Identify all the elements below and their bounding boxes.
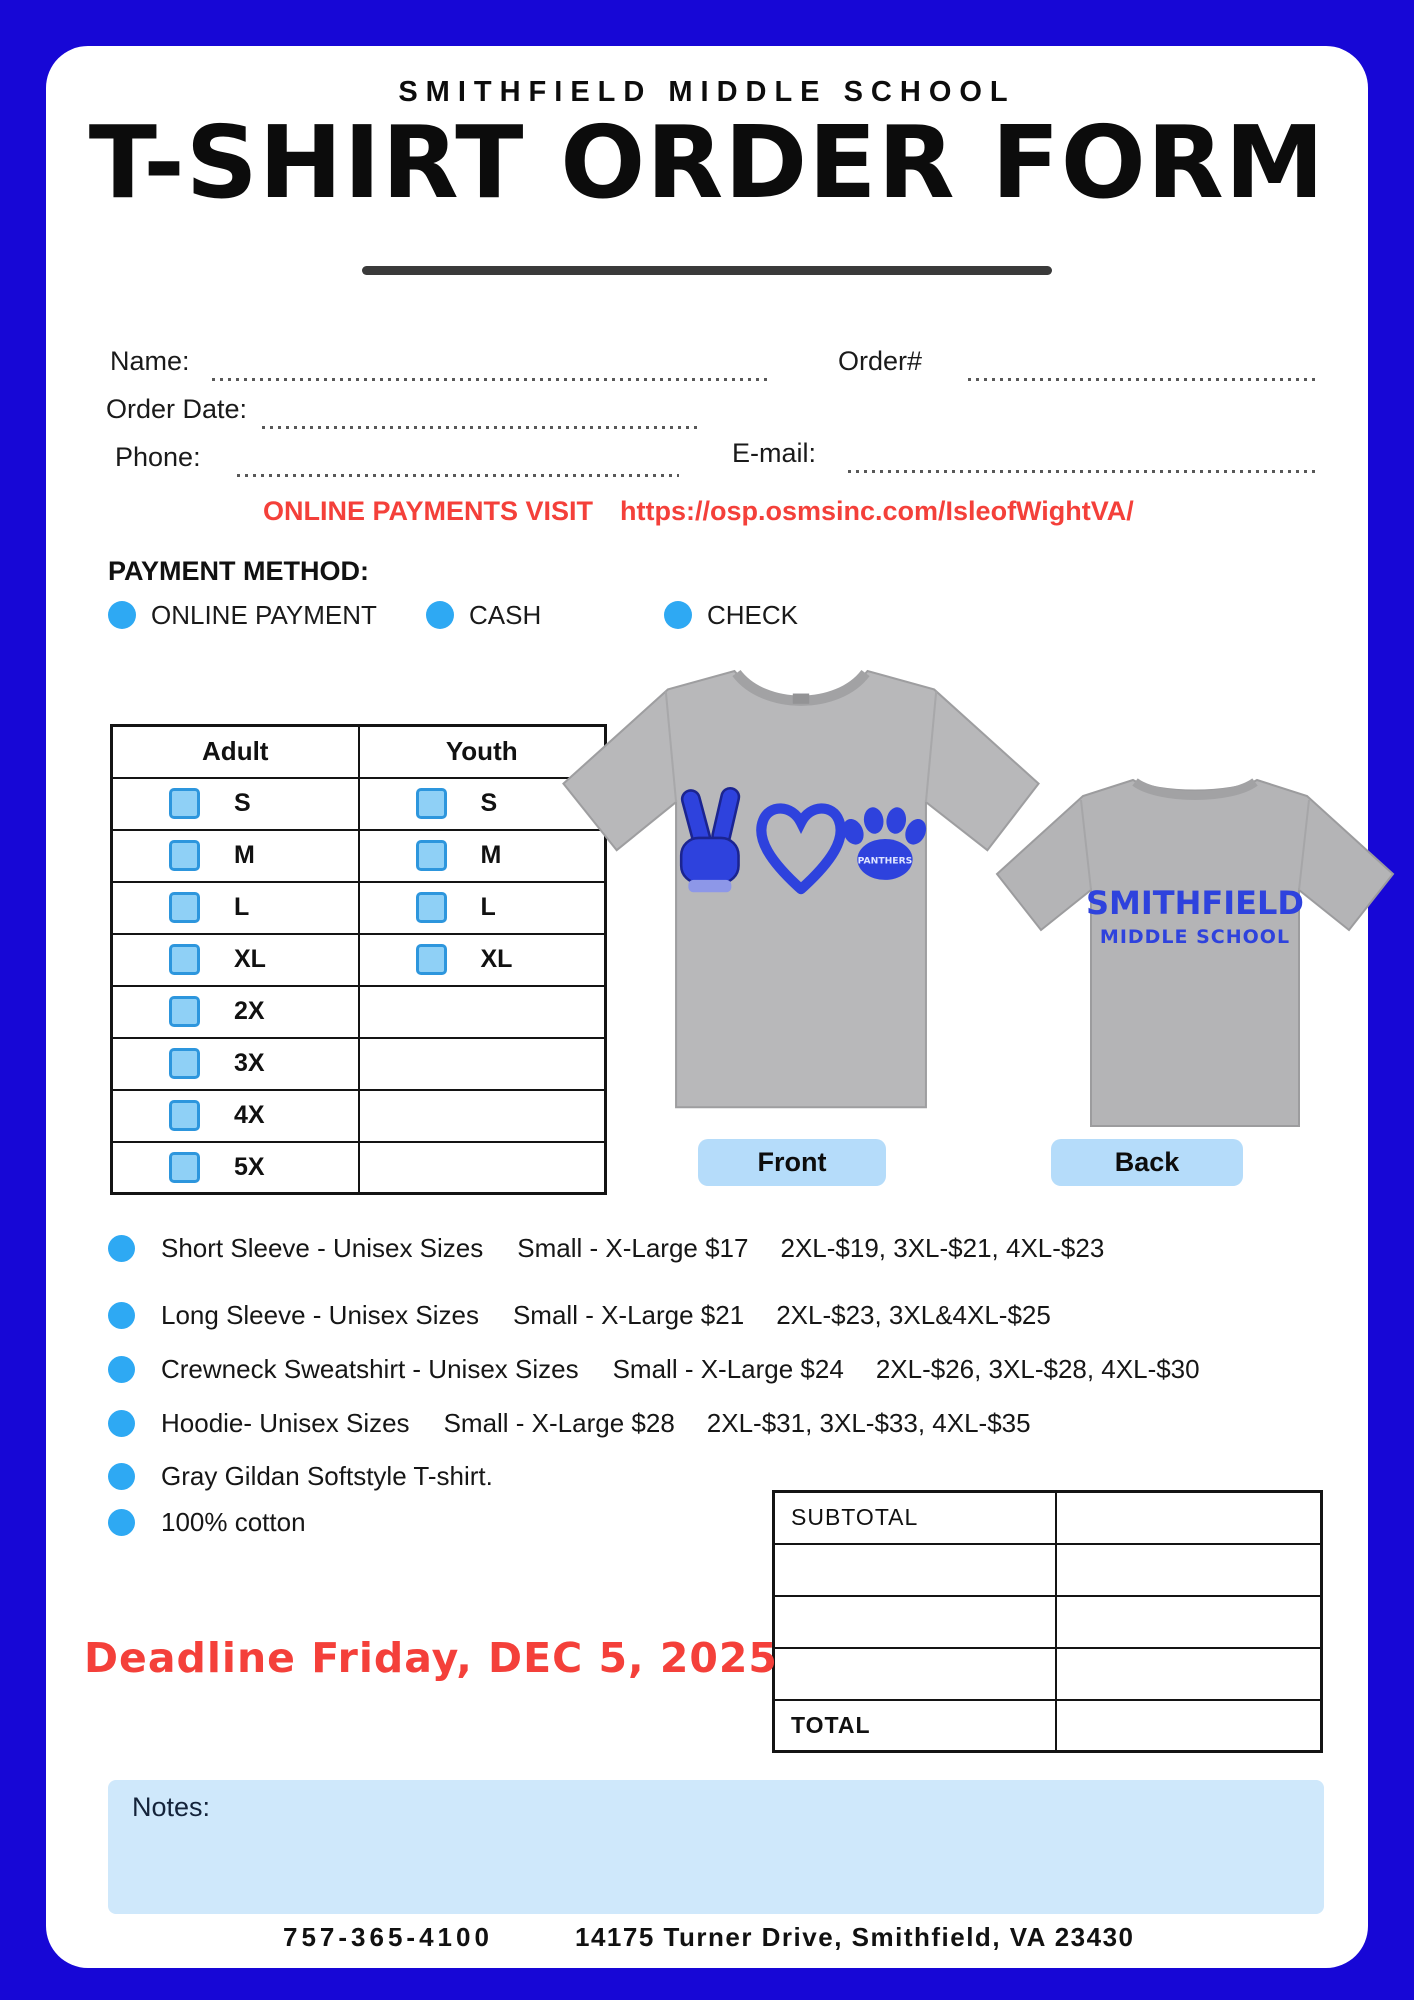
name-input-line[interactable]	[212, 378, 772, 381]
total-row	[774, 1700, 1322, 1752]
adult-xl-label: XL	[234, 945, 266, 973]
price-row-hoodie	[108, 1408, 1031, 1439]
size-row-5x	[112, 1142, 606, 1194]
price-base: Small - X-Large $17	[517, 1233, 749, 1263]
tshirt-front-image	[545, 628, 1057, 1140]
totals-blank-value-cell[interactable]	[1056, 1544, 1322, 1596]
online-payments-url[interactable]: https://osp.osmsinc.com/IsleofWightVA/	[620, 496, 1134, 526]
size-row-xl	[112, 934, 606, 986]
totals-blank-value-cell[interactable]	[1056, 1648, 1322, 1700]
adult-2x-label: 2X	[234, 997, 265, 1025]
adult-s-label: S	[234, 789, 251, 817]
size-row-l	[112, 882, 606, 934]
payment-option-online[interactable]	[108, 598, 377, 632]
youth-l-label: L	[480, 893, 496, 921]
price-base: Small - X-Large $24	[612, 1354, 844, 1384]
price-row-crewneck	[108, 1354, 1200, 1385]
payment-option-check[interactable]	[664, 598, 798, 632]
front-view-button[interactable]: Front	[698, 1139, 886, 1186]
totals-blank-value-cell[interactable]	[1056, 1596, 1322, 1648]
bullet-icon	[108, 1463, 135, 1490]
name-label: Name:	[110, 346, 190, 376]
youth-empty-cell-4	[359, 1142, 606, 1194]
totals-blank-row	[774, 1544, 1322, 1596]
adult-2x-checkbox[interactable]	[169, 996, 200, 1027]
price-base: Small - X-Large $21	[512, 1300, 745, 1330]
page-title: T-SHIRT ORDER FORM	[88, 104, 1326, 221]
price-item: Hoodie- Unisex Sizes	[161, 1408, 410, 1438]
back-print-line1: SMITHFIELD	[1086, 884, 1304, 922]
size-table-header-row	[112, 726, 606, 778]
phone-input-line[interactable]	[237, 474, 679, 477]
notes-area[interactable]	[108, 1780, 1324, 1914]
youth-xl-label: XL	[480, 945, 513, 973]
youth-l-checkbox[interactable]	[416, 892, 447, 923]
order-number-input-line[interactable]	[968, 378, 1318, 381]
order-date-input-line[interactable]	[262, 426, 698, 429]
total-value-cell[interactable]	[1056, 1700, 1322, 1752]
payment-check-label: CHECK	[707, 599, 799, 630]
payment-cash-label: CASH	[469, 599, 542, 630]
subtotal-row	[774, 1492, 1322, 1544]
size-row-4x	[112, 1090, 606, 1142]
size-row-2x	[112, 986, 606, 1038]
size-row-m	[112, 830, 606, 882]
size-row-3x	[112, 1038, 606, 1090]
youth-xl-checkbox[interactable]	[416, 944, 447, 975]
online-payments-label: ONLINE PAYMENTS VISIT	[263, 496, 594, 526]
notes-label: Notes:	[132, 1792, 211, 1822]
size-row-s	[112, 778, 606, 830]
adult-m-checkbox[interactable]	[169, 840, 200, 871]
school-name: SMITHFIELD MIDDLE SCHOOL	[398, 76, 1016, 108]
adult-5x-label: 5X	[234, 1152, 265, 1181]
title-divider	[362, 266, 1052, 275]
order-number-label: Order#	[838, 346, 923, 376]
price-upcharge: 2XL-$26, 3XL-$28, 4XL-$30	[875, 1354, 1200, 1384]
adult-l-label: L	[234, 893, 250, 921]
material-row-2	[108, 1507, 306, 1538]
material-row-1	[108, 1461, 493, 1492]
totals-table	[772, 1490, 1323, 1753]
adult-4x-label: 4X	[234, 1101, 265, 1129]
price-upcharge: 2XL-$19, 3XL-$21, 4XL-$23	[780, 1233, 1105, 1263]
adult-l-checkbox[interactable]	[169, 892, 200, 923]
subtotal-value-cell[interactable]	[1056, 1492, 1322, 1544]
price-row-short-sleeve	[108, 1233, 1104, 1264]
email-input-line[interactable]	[848, 470, 1318, 473]
adult-3x-checkbox[interactable]	[169, 1048, 200, 1079]
back-view-button[interactable]: Back	[1051, 1139, 1243, 1186]
footer-phone: 757-365-4100	[283, 1922, 493, 1952]
adult-5x-checkbox[interactable]	[169, 1152, 200, 1183]
adult-column-header: Adult	[112, 726, 359, 778]
price-item: Crewneck Sweatshirt - Unisex Sizes	[161, 1354, 579, 1384]
subtotal-label: SUBTOTAL	[774, 1492, 1056, 1544]
youth-s-checkbox[interactable]	[416, 788, 447, 819]
price-upcharge: 2XL-$23, 3XL&4XL-$25	[776, 1300, 1051, 1330]
footer-address: 14175 Turner Drive, Smithfield, VA 23430	[575, 1922, 1135, 1952]
adult-3x-label: 3X	[234, 1049, 265, 1077]
total-label: TOTAL	[774, 1700, 1056, 1752]
size-table	[110, 724, 607, 1195]
adult-s-checkbox[interactable]	[169, 788, 200, 819]
bullet-icon	[108, 1410, 135, 1437]
payment-cash-radio-icon[interactable]	[426, 601, 454, 629]
price-item: Short Sleeve - Unisex Sizes	[161, 1233, 484, 1263]
price-row-long-sleeve	[108, 1300, 1051, 1331]
back-print-line2: MIDDLE SCHOOL	[1099, 926, 1291, 948]
payment-online-radio-icon[interactable]	[108, 601, 136, 629]
adult-4x-checkbox[interactable]	[169, 1100, 200, 1131]
bullet-icon	[108, 1302, 135, 1329]
payment-option-cash[interactable]	[426, 598, 541, 632]
payment-method-label: PAYMENT METHOD:	[108, 556, 370, 586]
order-date-label: Order Date:	[106, 394, 248, 424]
youth-column-header: Youth	[359, 726, 606, 778]
totals-blank-label-cell[interactable]	[774, 1596, 1056, 1648]
payment-check-radio-icon[interactable]	[664, 601, 692, 629]
neck-tag	[793, 694, 809, 704]
price-item: Long Sleeve - Unisex Sizes	[161, 1300, 479, 1330]
youth-m-checkbox[interactable]	[416, 840, 447, 871]
material-text: Gray Gildan Softstyle T-shirt.	[161, 1461, 493, 1491]
totals-blank-label-cell[interactable]	[774, 1544, 1056, 1596]
bullet-icon	[108, 1356, 135, 1383]
price-base: Small - X-Large $28	[443, 1408, 675, 1438]
adult-xl-checkbox[interactable]	[169, 944, 200, 975]
paw-text: PANTHERS	[857, 855, 913, 867]
adult-m-label: M	[234, 841, 255, 869]
material-text: 100% cotton	[161, 1507, 306, 1537]
totals-blank-label-cell[interactable]	[774, 1648, 1056, 1700]
bullet-icon	[108, 1509, 135, 1536]
phone-label: Phone:	[115, 442, 201, 472]
deadline-text: Deadline Friday, DEC 5, 2025	[84, 1634, 778, 1682]
payment-online-label: ONLINE PAYMENT	[151, 599, 377, 630]
bullet-icon	[108, 1235, 135, 1262]
youth-m-label: M	[480, 841, 502, 869]
email-label: E-mail:	[732, 438, 817, 468]
totals-blank-row	[774, 1648, 1322, 1700]
youth-s-label: S	[480, 789, 498, 817]
price-upcharge: 2XL-$31, 3XL-$33, 4XL-$35	[706, 1408, 1031, 1438]
totals-blank-row	[774, 1596, 1322, 1648]
